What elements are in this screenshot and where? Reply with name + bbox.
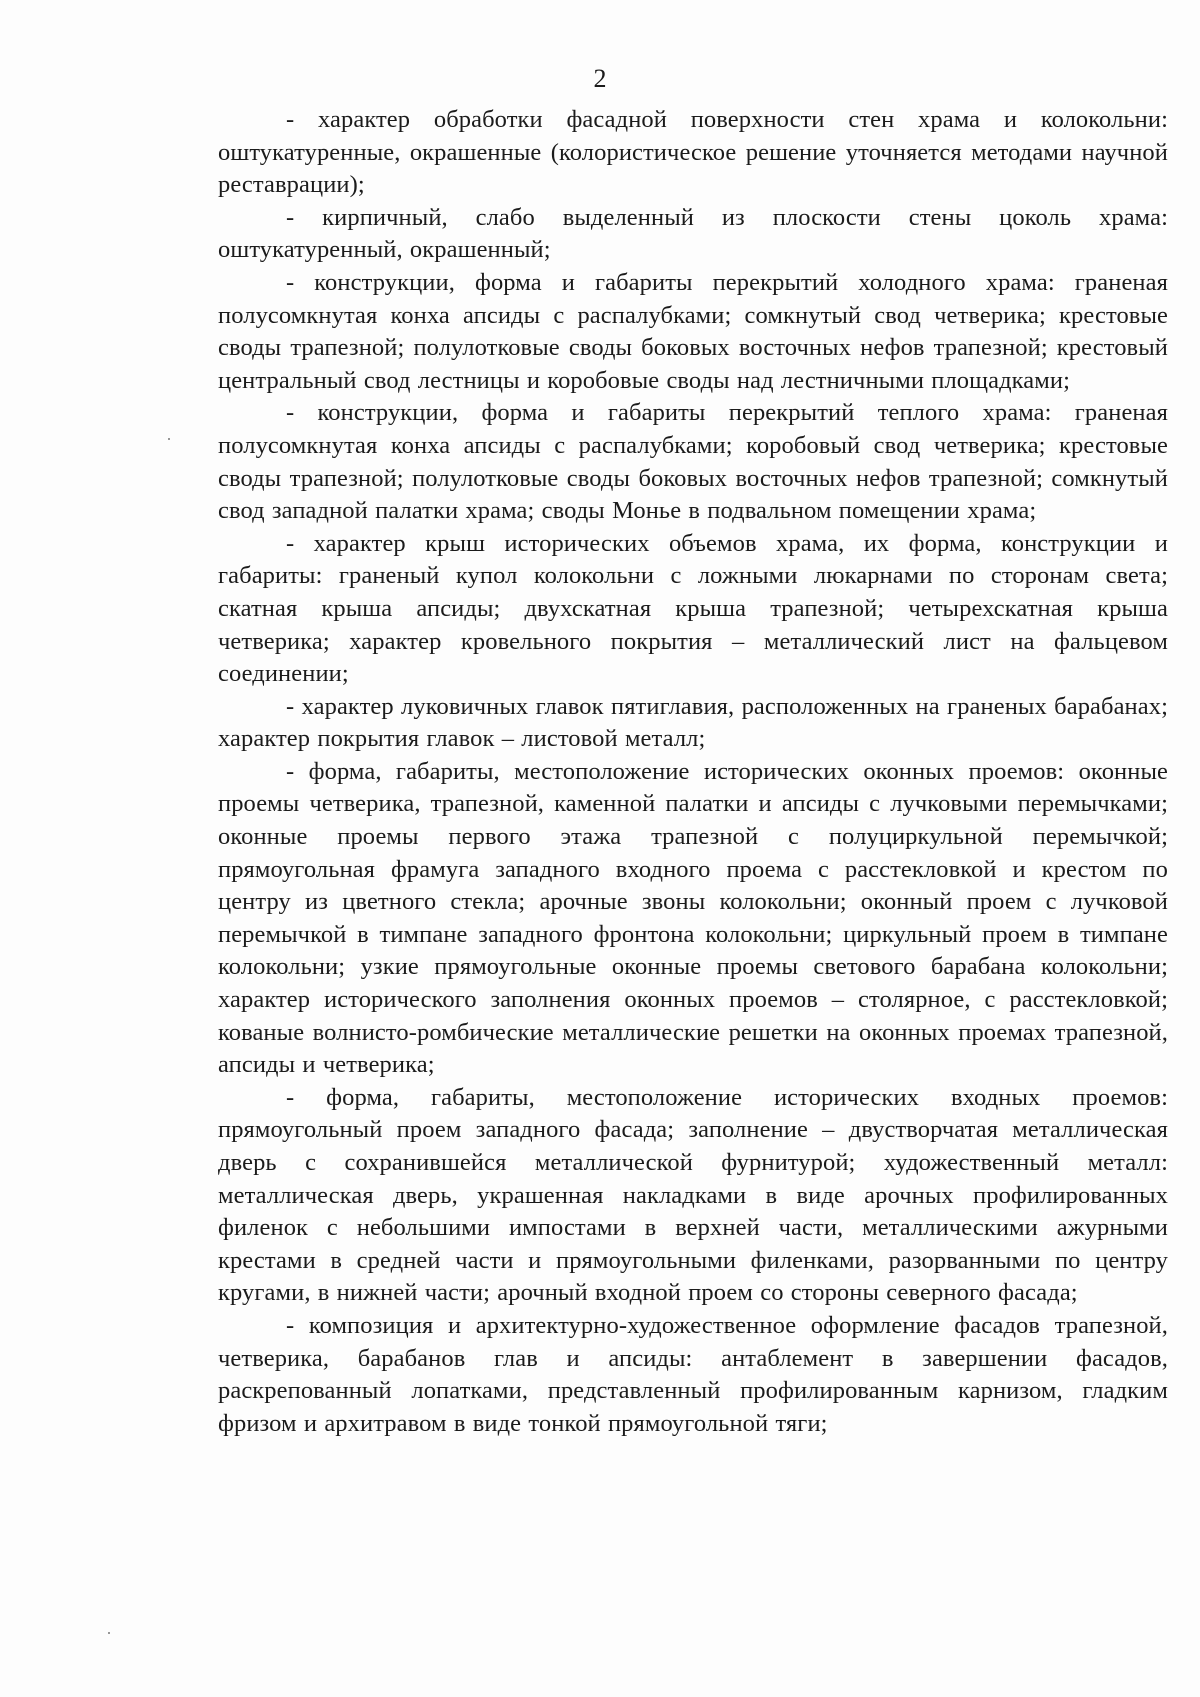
body-text	[218, 104, 1168, 1440]
paragraph-entrance-openings: - форма, габариты, местоположение исторических входных проемов: прямоугольный проем западного фасада; заполнение – двустворчатая металлическая дверь с сохранившейся металлической фурнитурой; художественный металл: металлическая дверь, украшенная накладками в виде арочных профилированных филенок с небольшими импостами в верхней части, металлическими ажурными крестами в средней части и прямоугольными филенками, разорванными по центру кругами, в нижней части; арочный входной проем со стороны северного фасада;	[218, 1083, 1168, 1307]
paragraph-domes: - характер луковичных главок пятиглавия, расположенных на граненых барабанах; характер покрытия главок – листовой металл;	[218, 692, 1168, 753]
paragraph-warm-church-vaults: - конструкции, форма и габариты перекрытий теплого храма: граненая полусомкнутая конха апсиды с распалубками; коробовый свод четверика; крестовые своды трапезной; полулотковые своды боковых восточных нефов трапезной; сомкнутый свод западной палатки храма; своды Монье в подвальном помещении храма;	[218, 399, 1168, 525]
paragraph-facade-finish: - характер обработки фасадной поверхности стен храма и колокольни: оштукатуренные, окрашенные (колористическое решение уточняется методами научной реставрации);	[218, 106, 1168, 199]
paragraph-roofs: - характер крыш исторических объемов храма, их форма, конструкции и габариты: граненый купол колокольни с ложными люкарнами по сторонам света; скатная крыша апсиды; двухскатная крыша трапезной; четырехскатная крыша четверика; характер кровельного покрытия – металлический лист на фальцевом соединении;	[218, 529, 1168, 688]
paragraph-plinth: - кирпичный, слабо выделенный из плоскости стены цоколь храма: оштукатуренный, окрашенный;	[218, 203, 1168, 264]
paragraph-window-openings: - форма, габариты, местоположение исторических оконных проемов: оконные проемы четверика, трапезной, каменной палатки и апсиды с лучковыми перемычками; оконные проемы первого этажа трапезной с полуциркульной перемычкой; прямоугольная фрамуга западного входного проема с расстекловкой и крестом по центру из цветного стекла; арочные звоны колокольни; оконный проем с лучковой перемычкой в тимпане западного фронтона колокольни; циркульный проем в тимпане колокольни; узкие прямоугольные оконные проемы светового барабана колокольни; характер исторического заполнения оконных проемов – столярное, с расстекловкой; кованые волнисто-ромбические металлические решетки на оконных проемах трапезной, апсиды и четверика;	[218, 757, 1168, 1079]
page-number: 2	[593, 64, 607, 93]
scan-speck	[168, 438, 170, 440]
paragraph-cold-church-vaults: - конструкции, форма и габариты перекрытий холодного храма: граненая полусомкнутая конха апсиды с распалубками; сомкнутый свод четверика; крестовые своды трапезной; полулотковые своды боковых восточных нефов трапезной; крестовый центральный свод лестницы и коробовые своды над лестничными площадками;	[218, 268, 1168, 394]
paragraph-facade-composition: - композиция и архитектурно-художественное оформление фасадов трапезной, четверика, барабанов глав и апсиды: антаблемент в завершении фасадов, раскрепованный лопатками, представленный профилированным карнизом, гладким фризом и архитравом в виде тонкой прямоугольной тяги;	[218, 1311, 1168, 1437]
scan-speck	[108, 1632, 110, 1634]
